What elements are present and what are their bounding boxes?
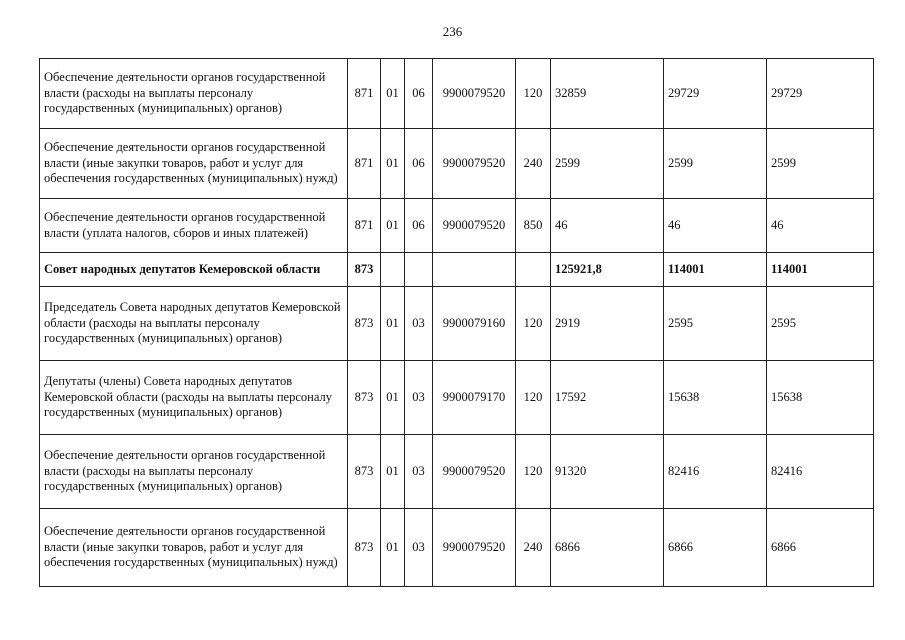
- amount-year-2: 82416: [664, 435, 767, 509]
- section-code: 01: [381, 287, 405, 361]
- subsection-code: 06: [405, 199, 433, 253]
- budget-table: [39, 58, 874, 587]
- expense-name: Совет народных депутатов Кемеровской области: [40, 253, 348, 287]
- section-code: 01: [381, 129, 405, 199]
- subsection-code: 03: [405, 361, 433, 435]
- amount-year-2: 114001: [664, 253, 767, 287]
- amount-year-2: 2599: [664, 129, 767, 199]
- department-code: 871: [348, 129, 381, 199]
- department-code: 873: [348, 361, 381, 435]
- expense-name: Обеспечение деятельности органов государственной власти (расходы на выплаты персоналу государственных (муниципальных) органов): [40, 435, 348, 509]
- target-item-code: 9900079520: [433, 199, 516, 253]
- target-item-code: 9900079520: [433, 509, 516, 587]
- target-item-code: [433, 253, 516, 287]
- table-row: [40, 59, 874, 129]
- table-row: [40, 129, 874, 199]
- amount-year-1: 91320: [551, 435, 664, 509]
- expense-name: Обеспечение деятельности органов государственной власти (иные закупки товаров, работ и услуг для обеспечения государственных (муниципальных) нужд): [40, 509, 348, 587]
- amount-year-3: 46: [767, 199, 874, 253]
- section-code: [381, 253, 405, 287]
- department-code: 873: [348, 509, 381, 587]
- table-row: [40, 509, 874, 587]
- expense-type-code: 120: [516, 361, 551, 435]
- page-number: 236: [442, 24, 463, 39]
- subsection-code: 03: [405, 287, 433, 361]
- expense-type-code: 120: [516, 59, 551, 129]
- section-code: 01: [381, 361, 405, 435]
- amount-year-2: 29729: [664, 59, 767, 129]
- section-code: 01: [381, 199, 405, 253]
- amount-year-1: 2599: [551, 129, 664, 199]
- amount-year-1: 17592: [551, 361, 664, 435]
- subsection-code: 03: [405, 435, 433, 509]
- amount-year-2: 46: [664, 199, 767, 253]
- table-row: [40, 435, 874, 509]
- amount-year-3: 82416: [767, 435, 874, 509]
- section-code: 01: [381, 435, 405, 509]
- subsection-code: 06: [405, 59, 433, 129]
- amount-year-2: 15638: [664, 361, 767, 435]
- expense-type-code: 240: [516, 129, 551, 199]
- subsection-code: 06: [405, 129, 433, 199]
- expense-type-code: 240: [516, 509, 551, 587]
- expense-name: Председатель Совета народных депутатов Кемеровской области (расходы на выплаты персоналу государственных (муниципальных) органов): [40, 287, 348, 361]
- department-code: 873: [348, 435, 381, 509]
- amount-year-2: 6866: [664, 509, 767, 587]
- expense-name: Обеспечение деятельности органов государственной власти (расходы на выплаты персоналу государственных (муниципальных) органов): [40, 59, 348, 129]
- subsection-code: [405, 253, 433, 287]
- amount-year-1: 6866: [551, 509, 664, 587]
- department-code: 871: [348, 59, 381, 129]
- expense-type-code: 120: [516, 435, 551, 509]
- table-body: [40, 59, 874, 587]
- section-code: 01: [381, 59, 405, 129]
- amount-year-3: 2595: [767, 287, 874, 361]
- expense-name: Обеспечение деятельности органов государственной власти (иные закупки товаров, работ и услуг для обеспечения государственных (муниципальных) нужд): [40, 129, 348, 199]
- amount-year-1: 46: [551, 199, 664, 253]
- amount-year-2: 2595: [664, 287, 767, 361]
- table-row: [40, 199, 874, 253]
- target-item-code: 9900079520: [433, 59, 516, 129]
- target-item-code: 9900079170: [433, 361, 516, 435]
- target-item-code: 9900079520: [433, 129, 516, 199]
- amount-year-3: 114001: [767, 253, 874, 287]
- target-item-code: 9900079160: [433, 287, 516, 361]
- amount-year-3: 6866: [767, 509, 874, 587]
- section-code: 01: [381, 509, 405, 587]
- amount-year-1: 2919: [551, 287, 664, 361]
- department-code: 873: [348, 253, 381, 287]
- expense-name: Депутаты (члены) Совета народных депутатов Кемеровской области (расходы на выплаты персоналу государственных (муниципальных) органов): [40, 361, 348, 435]
- amount-year-1: 32859: [551, 59, 664, 129]
- amount-year-3: 29729: [767, 59, 874, 129]
- table-row: [40, 287, 874, 361]
- subsection-code: 03: [405, 509, 433, 587]
- expense-name: Обеспечение деятельности органов государственной власти (уплата налогов, сборов и иных платежей): [40, 199, 348, 253]
- target-item-code: 9900079520: [433, 435, 516, 509]
- expense-type-code: 120: [516, 287, 551, 361]
- department-code: 871: [348, 199, 381, 253]
- department-code: 873: [348, 287, 381, 361]
- expense-type-code: 850: [516, 199, 551, 253]
- table-row: [40, 253, 874, 287]
- amount-year-1: 125921,8: [551, 253, 664, 287]
- amount-year-3: 15638: [767, 361, 874, 435]
- table-row: [40, 361, 874, 435]
- amount-year-3: 2599: [767, 129, 874, 199]
- expense-type-code: [516, 253, 551, 287]
